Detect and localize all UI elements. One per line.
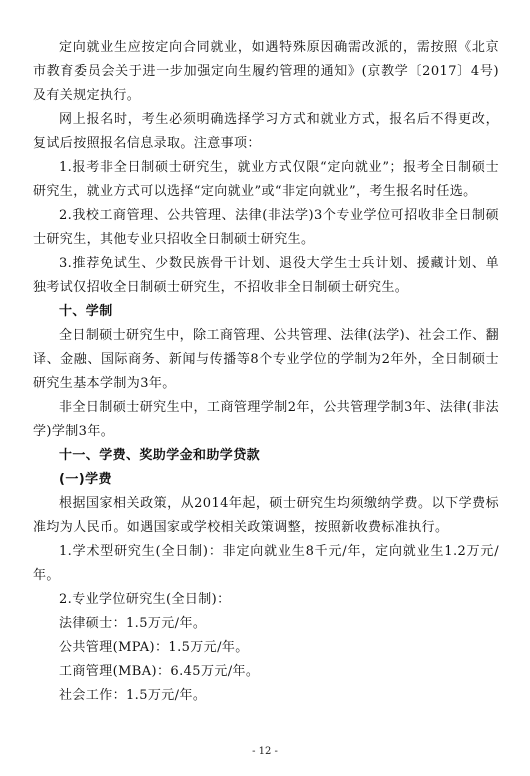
paragraph-professional-tuition: 2.专业学位研究生(全日制)：	[59, 592, 231, 607]
fee-item-law: 法律硕士：1.5万元/年。	[59, 616, 207, 631]
fee-item-social-work: 社会工作：1.5万元/年。	[59, 688, 207, 703]
paragraph-online-registration: 网上报名时，考生必须明确选择学习方式和就业方式，报名后不得更改，复试后按照报名信息录取。注意事项：	[33, 112, 499, 151]
paragraph-note-2: 2.我校工商管理、公共管理、法律(非法学)3个专业学位可招收非全日制硕士研究生，其他专业只招收全日制硕士研究生。	[33, 208, 499, 247]
paragraph-directed-employment: 定向就业生应按定向合同就业，如遇特殊原因确需改派的，需按照《北京市教育委员会关于进一步加强定向生履约管理的通知》(京教学〔2017〕4号)及有关规定执行。	[33, 40, 499, 103]
document-body	[33, 36, 499, 708]
page-number: - 12 -	[252, 746, 278, 757]
paragraph-fulltime-duration: 全日制硕士研究生中，除工商管理、公共管理、法律(法学)、社会工作、翻译、金融、国际商务、新闻与传播等8个专业学位的学制为2年外，全日制硕士研究生基本学制为3年。	[33, 328, 499, 391]
fee-item-mpa: 公共管理(MPA)：1.5万元/年。	[59, 640, 249, 655]
paragraph-parttime-duration: 非全日制硕士研究生中，工商管理学制2年，公共管理学制3年、法律(非法学)学制3年。	[33, 400, 499, 439]
paragraph-note-3: 3.推荐免试生、少数民族骨干计划、退役大学生士兵计划、援藏计划、单独考试仅招收全日制硕士研究生，不招收非全日制硕士研究生。	[33, 256, 499, 295]
subsection-heading-tuition: (一)学费	[59, 472, 112, 487]
fee-item-mba: 工商管理(MBA)：6.45万元/年。	[59, 664, 260, 679]
paragraph-academic-tuition: 1.学术型研究生(全日制)：非定向就业生8千元/年，定向就业生1.2万元/年。	[33, 544, 499, 583]
section-heading-fees: 十一、学费、奖助学金和助学贷款	[59, 448, 261, 463]
section-heading-duration: 十、学制	[59, 304, 113, 319]
paragraph-tuition-policy: 根据国家相关政策，从2014年起，硕士研究生均须缴纳学费。以下学费标准均为人民币。如遇国家或学校相关政策调整，按照新收费标准执行。	[33, 496, 499, 535]
paragraph-note-1: 1.报考非全日制硕士研究生，就业方式仅限“定向就业”；报考全日制硕士研究生，就业方式可以选择“定向就业”或“非定向就业”，考生报名时任选。	[33, 160, 499, 199]
